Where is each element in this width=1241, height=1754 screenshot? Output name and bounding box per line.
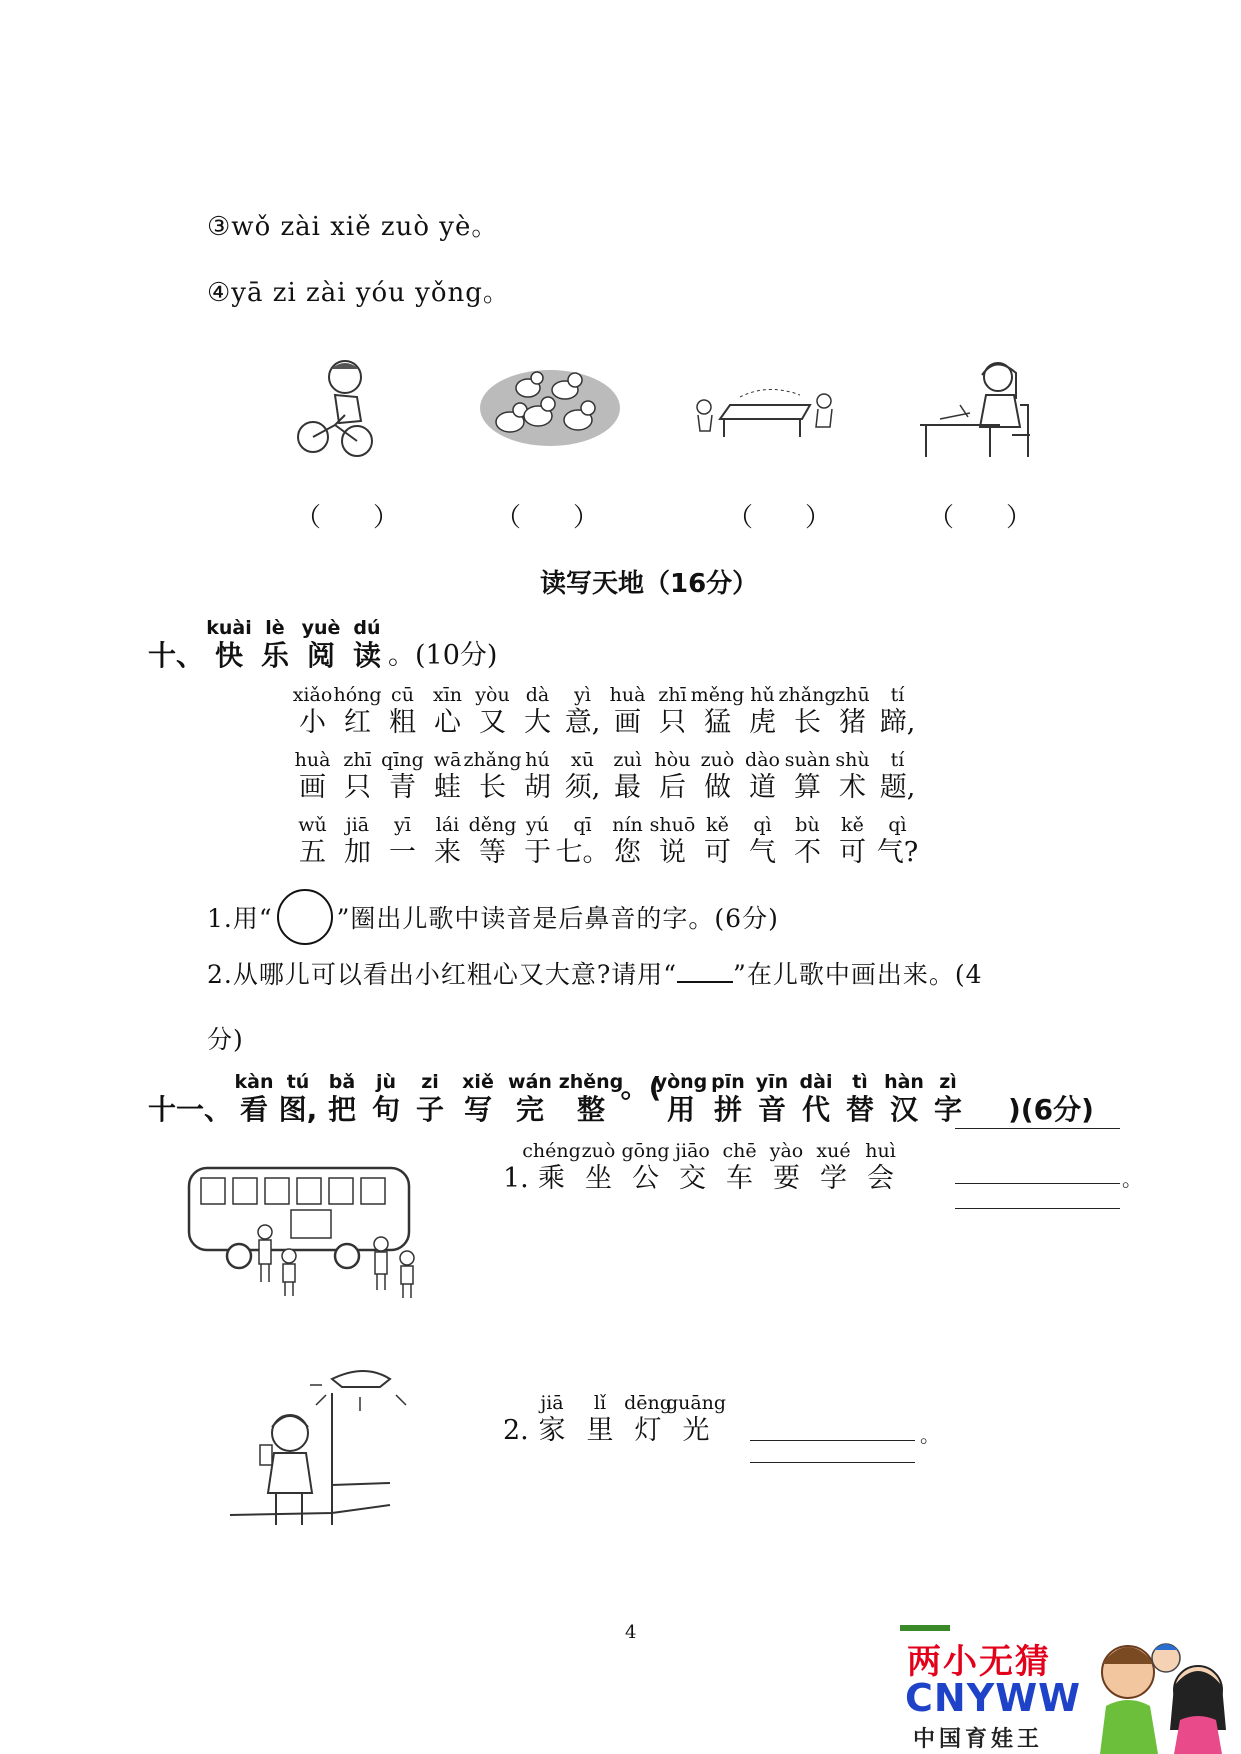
hanzi-character: 长: [794, 707, 821, 738]
pinyin-syllable: zhī: [343, 749, 372, 771]
heading-char: [298, 617, 344, 673]
pinyin-syllable: bù: [795, 814, 820, 836]
pinyin-syllable: wǔ: [298, 814, 327, 836]
q11-item1-number: 1.: [503, 1163, 529, 1194]
poem-char: [425, 814, 470, 870]
hanzi-character: 气: [749, 837, 776, 868]
pinyin-syllable: jù: [375, 1071, 397, 1093]
logo-subtitle: 中国育娃王: [913, 1727, 1044, 1752]
poem-char: [560, 749, 605, 805]
pinyin-syllable: kě: [841, 814, 864, 836]
hanzi-character: 蛙: [434, 772, 461, 803]
poem-char: [470, 814, 515, 870]
pinyin-syllable: tí: [890, 684, 905, 706]
sentence-char: [522, 1140, 581, 1196]
pinyin-sentence-3: ③wǒ zài xiě zuò yè。: [207, 212, 499, 242]
pinyin-syllable: qīng: [381, 749, 424, 771]
pinyin-syllable: xiǎo: [292, 684, 333, 706]
hanzi-character: 汉: [889, 1093, 918, 1126]
pinyin-syllable: zuò: [700, 749, 735, 771]
poem-char: [380, 684, 425, 740]
poem-char: [515, 684, 560, 740]
poem-char: [650, 814, 695, 870]
hanzi-character: 气?: [876, 837, 919, 868]
q11-item2-sentence: [528, 1392, 727, 1448]
pinyin-syllable: dà: [525, 684, 550, 706]
hanzi-character: 您: [614, 837, 641, 868]
poem-line-3: [290, 814, 920, 870]
q11-number: 十一、: [148, 1093, 233, 1126]
heading-char: [408, 1071, 452, 1127]
hanzi-character: 题,: [879, 772, 916, 803]
heading-char: [620, 1071, 662, 1127]
poem-char: [335, 684, 380, 740]
hanzi-character: 读: [352, 639, 381, 672]
hanzi-character: 整: [576, 1093, 605, 1126]
hanzi-character: 猛: [704, 707, 731, 738]
poem-char: [650, 684, 695, 740]
poem-char: [470, 684, 515, 740]
bus-passengers-picture: [185, 1160, 440, 1305]
hanzi-character: 胡: [524, 772, 551, 803]
hanzi-character: 说: [659, 837, 686, 868]
hanzi-character: 长: [479, 772, 506, 803]
pinyin-syllable: zhī: [658, 684, 687, 706]
pinyin-syllable: xīn: [432, 684, 463, 706]
hanzi-character: 来: [434, 837, 461, 868]
heading-char: [232, 1071, 276, 1127]
hanzi-character: 不: [794, 837, 821, 868]
q10-sub2-post: ”在儿歌中画出来。(4: [733, 960, 983, 989]
hanzi-character: 画: [299, 772, 326, 803]
section-title: 读写天地（16分）: [540, 569, 759, 599]
sentence-char: [665, 1392, 727, 1448]
answer-paren-4[interactable]: （ ）: [928, 503, 1033, 533]
sentence-char: [716, 1140, 763, 1196]
q11-item2-number: 2.: [503, 1415, 529, 1446]
hanzi-character: 意,: [564, 707, 601, 738]
sentence-char: [857, 1140, 904, 1196]
pinyin-syllable: xué: [816, 1140, 851, 1162]
answer-paren-1[interactable]: （ ）: [295, 503, 400, 533]
answer-line-1b[interactable]: [955, 1183, 1120, 1184]
hanzi-character: 又: [479, 707, 506, 738]
pinyin-syllable: qì: [753, 814, 772, 836]
logo-bar: [900, 1625, 950, 1631]
pinyin-syllable: zhū: [835, 684, 870, 706]
hanzi-character: 坐: [585, 1163, 612, 1194]
hanzi-character: 快: [214, 639, 243, 672]
pinyin-syllable: děng: [468, 814, 517, 836]
pinyin-syllable: zhǎng: [463, 749, 522, 771]
hanzi-character: 音: [757, 1093, 786, 1126]
hanzi-character: 青: [389, 772, 416, 803]
pinyin-syllable: jiā: [345, 814, 370, 836]
pinyin-syllable: tí: [890, 749, 905, 771]
hanzi-character: 等: [479, 837, 506, 868]
hanzi-character: 只: [659, 707, 686, 738]
pinyin-syllable: jiā: [540, 1392, 564, 1414]
heading-char: [750, 1071, 794, 1127]
pinyin-syllable: zhěng: [558, 1071, 624, 1093]
hanzi-character: 后: [659, 772, 686, 803]
ducks-swimming-picture: [480, 360, 620, 450]
hanzi-character: 代: [801, 1093, 830, 1126]
boy-on-bicycle-picture: [295, 355, 375, 460]
pinyin-syllable: huì: [865, 1140, 896, 1162]
q11-suffix: )(6分): [1008, 1093, 1094, 1126]
pinyin-syllable: lè: [265, 617, 285, 639]
pinyin-syllable: qì: [888, 814, 907, 836]
pinyin-syllable: yòng: [654, 1071, 708, 1093]
hanzi-character: 蹄,: [879, 707, 916, 738]
pinyin-syllable: jiāo: [675, 1140, 710, 1162]
pinyin-syllable: zì: [939, 1071, 957, 1093]
pinyin-syllable: zhǎng: [778, 684, 837, 706]
pinyin-syllable: hú: [525, 749, 550, 771]
hanzi-character: 只: [344, 772, 371, 803]
pinyin-syllable: chē: [722, 1140, 757, 1162]
q11-item1-sentence: [522, 1140, 904, 1196]
hanzi-character: 乐: [260, 639, 289, 672]
poem-char: [515, 749, 560, 805]
answer-line-1c[interactable]: [955, 1208, 1120, 1209]
hanzi-character: 于: [524, 837, 551, 868]
hanzi-character: 里: [586, 1415, 614, 1446]
heading-char: [882, 1071, 926, 1127]
poem-char: [830, 684, 875, 740]
hanzi-character: 最: [614, 772, 641, 803]
hanzi-character: 车: [726, 1163, 753, 1194]
page-number: 4: [625, 1622, 637, 1643]
poem-char: [605, 684, 650, 740]
heading-char: [556, 1071, 626, 1127]
heading-char: [206, 617, 252, 673]
sentence-char: [669, 1140, 716, 1196]
poem-char: [380, 749, 425, 805]
hanzi-character: 画: [614, 707, 641, 738]
sentence-char: [624, 1392, 672, 1448]
poem-char: [290, 749, 335, 805]
pinyin-sentence-4: ④yā zi zài yóu yǒng。: [207, 278, 510, 308]
poem-char: [695, 814, 740, 870]
pinyin-syllable: lái: [435, 814, 460, 836]
poem-char: [785, 814, 830, 870]
pinyin-syllable: huà: [294, 749, 331, 771]
heading-char: [252, 617, 298, 673]
heading-char: [364, 1071, 408, 1127]
sentence-char: [622, 1140, 669, 1196]
pinyin-syllable: měng: [690, 684, 745, 706]
heading-char: [838, 1071, 882, 1127]
logo-english-name: CNYWW: [905, 1676, 1082, 1720]
poem-char: [830, 749, 875, 805]
pinyin-syllable: wán: [508, 1071, 552, 1093]
poem-char: [605, 749, 650, 805]
q10-heading: [206, 617, 390, 673]
pinyin-syllable: kě: [706, 814, 729, 836]
pinyin-syllable: yuè: [301, 617, 341, 639]
poem-char: [778, 684, 837, 740]
q11-item2-end: 。: [920, 1423, 940, 1447]
heading-char: [344, 617, 390, 673]
poem-char: [830, 814, 875, 870]
hanzi-character: 要: [773, 1163, 800, 1194]
pinyin-syllable: suàn: [784, 749, 831, 771]
pinyin-syllable: yòu: [475, 684, 510, 706]
heading-char: [504, 1071, 556, 1127]
q11-heading: [232, 1071, 970, 1127]
pinyin-syllable: dào: [745, 749, 780, 771]
poem-char: [290, 684, 335, 740]
poem-char: [555, 814, 610, 870]
hanzi-character: 用: [666, 1093, 695, 1126]
pinyin-syllable: kuài: [206, 617, 252, 639]
site-logo: [895, 1620, 1241, 1754]
pinyin-syllable: shù: [835, 749, 870, 771]
q10-sub2-cont: 分): [207, 1025, 244, 1054]
hanzi-character: 光: [682, 1415, 710, 1446]
pinyin-syllable: xū: [571, 749, 594, 771]
poem-char: [380, 814, 425, 870]
pinyin-syllable: bǎ: [328, 1071, 356, 1093]
sentence-char: [810, 1140, 857, 1196]
sentence-char: [575, 1140, 622, 1196]
sentence-char: [528, 1392, 576, 1448]
poem-char: [463, 749, 522, 805]
poem-char: [560, 684, 605, 740]
pinyin-syllable: hǔ: [750, 684, 775, 706]
poem-char: [335, 749, 380, 805]
pinyin-syllable: zuò: [581, 1140, 616, 1162]
pinyin-syllable: guāng: [665, 1392, 727, 1414]
hanzi-character: 做: [704, 772, 731, 803]
poem-line-1: [290, 684, 920, 740]
hanzi-character: 写: [463, 1093, 492, 1126]
pinyin-syllable: yú: [526, 814, 549, 836]
heading-char: [452, 1071, 504, 1127]
circle-symbol-icon: [277, 889, 333, 945]
hanzi-character: 猪: [839, 707, 866, 738]
underline-symbol: [677, 959, 733, 983]
sentence-char: [576, 1392, 624, 1448]
hanzi-character: 七。: [555, 837, 610, 868]
pinyin-syllable: zuì: [613, 749, 642, 771]
poem-char: [290, 814, 335, 870]
answer-line-2b[interactable]: [750, 1462, 915, 1463]
poem-char: [875, 684, 920, 740]
hanzi-character: 子: [415, 1093, 444, 1126]
heading-char: [276, 1071, 320, 1127]
hanzi-character: 灯: [634, 1415, 662, 1446]
hanzi-character: 算: [794, 772, 821, 803]
answer-line-2a[interactable]: [750, 1440, 915, 1441]
pinyin-syllable: yì: [574, 684, 591, 706]
hanzi-character: 字: [933, 1093, 962, 1126]
hanzi-character: 图,: [278, 1093, 318, 1126]
hanzi-character: 公: [632, 1163, 659, 1194]
hanzi-character: 学: [820, 1163, 847, 1194]
poem-char: [785, 749, 830, 805]
heading-char: [320, 1071, 364, 1127]
girl-writing-homework-picture: [920, 355, 1040, 460]
answer-paren-2[interactable]: （ ）: [495, 503, 600, 533]
heading-char: [706, 1071, 750, 1127]
hanzi-character: 心: [434, 707, 461, 738]
hanzi-character: 乘: [538, 1163, 565, 1194]
hanzi-character: 粗: [389, 707, 416, 738]
poem-char: [875, 749, 920, 805]
pinyin-syllable: hóng: [333, 684, 382, 706]
hanzi-character: 句: [371, 1093, 400, 1126]
q10-sub2: [207, 955, 983, 991]
pinyin-syllable: shuō: [649, 814, 696, 836]
sentence-char: [763, 1140, 810, 1196]
pinyin-syllable: yào: [769, 1140, 804, 1162]
answer-line-1a[interactable]: [955, 1128, 1120, 1129]
pinyin-syllable: kàn: [234, 1071, 274, 1093]
poem-char: [650, 749, 695, 805]
hanzi-character: 虎: [749, 707, 776, 738]
hanzi-character: 拼: [713, 1093, 742, 1126]
poem-char: [695, 749, 740, 805]
hanzi-character: 一: [389, 837, 416, 868]
hanzi-character: 小: [299, 707, 326, 738]
poem-char: [875, 814, 920, 870]
poem-char: [740, 749, 785, 805]
pinyin-syllable: xiě: [462, 1071, 494, 1093]
heading-char: [656, 1071, 706, 1127]
poem-char: [335, 814, 380, 870]
pinyin-syllable: zi: [421, 1071, 439, 1093]
family-mascot-icon: [1080, 1620, 1240, 1754]
hanzi-character: 须,: [564, 772, 601, 803]
poem-char: [515, 814, 560, 870]
pinyin-syllable: qī: [573, 814, 592, 836]
q10-sub1-post: ”圈出儿歌中读音是后鼻音的字。(6分): [336, 904, 779, 933]
pinyin-syllable: yīn: [755, 1071, 789, 1093]
hanzi-character: 阅: [306, 639, 335, 672]
pinyin-syllable: chéng: [522, 1140, 581, 1162]
heading-char: [926, 1071, 970, 1127]
hanzi-character: 完: [515, 1093, 544, 1126]
pinyin-syllable: yī: [394, 814, 411, 836]
hanzi-character: 大: [524, 707, 551, 738]
hanzi-character: 替: [845, 1093, 874, 1126]
hanzi-character: 红: [344, 707, 371, 738]
q11-item1-end: 。: [1122, 1167, 1142, 1191]
pinyin-syllable: dài: [799, 1071, 833, 1093]
pinyin-syllable: dú: [353, 617, 381, 639]
pinyin-syllable: nín: [612, 814, 643, 836]
pinyin-syllable: wā: [433, 749, 462, 771]
pinyin-syllable: tì: [852, 1071, 868, 1093]
q10-sub1: [207, 889, 779, 945]
cat-dog-table-picture: [690, 385, 840, 445]
hanzi-character: 看: [239, 1093, 268, 1126]
poem-line-2: [290, 749, 920, 805]
q10-number: 十、: [148, 639, 205, 672]
hanzi-character: 可: [839, 837, 866, 868]
poem-char: [605, 814, 650, 870]
hanzi-character: 加: [344, 837, 371, 868]
poem-char: [425, 684, 470, 740]
answer-paren-3[interactable]: （ ）: [727, 503, 832, 533]
q10-sub1-pre: 1.用“: [207, 904, 273, 933]
pinyin-syllable: cū: [391, 684, 414, 706]
hanzi-character: 会: [867, 1163, 894, 1194]
pinyin-syllable: gōng: [621, 1140, 670, 1162]
hanzi-character: 家: [538, 1415, 566, 1446]
hanzi-character: 道: [749, 772, 776, 803]
logo-chinese-name: 两小无猜: [907, 1642, 1051, 1682]
pinyin-syllable: tú: [286, 1071, 310, 1093]
pinyin-syllable: lǐ: [593, 1392, 607, 1414]
hanzi-character: 可: [704, 837, 731, 868]
hanzi-character: 五: [299, 837, 326, 868]
hanzi-character: 。(: [620, 1071, 662, 1104]
pinyin-syllable: huà: [609, 684, 646, 706]
pinyin-syllable: hòu: [654, 749, 691, 771]
pinyin-syllable: pīn: [711, 1071, 745, 1093]
q10-suffix: 。(10分): [388, 640, 498, 671]
heading-char: [794, 1071, 838, 1127]
hanzi-character: 把: [327, 1093, 356, 1126]
girl-under-lamp-picture: [230, 1365, 400, 1535]
q10-sub2-pre: 2.从哪儿可以看出小红粗心又大意?请用“: [207, 960, 678, 989]
hanzi-character: 术: [839, 772, 866, 803]
hanzi-character: 交: [679, 1163, 706, 1194]
pinyin-syllable: hàn: [884, 1071, 924, 1093]
poem-char: [740, 814, 785, 870]
pinyin-syllable: dēng: [624, 1392, 672, 1414]
poem-char: [690, 684, 745, 740]
